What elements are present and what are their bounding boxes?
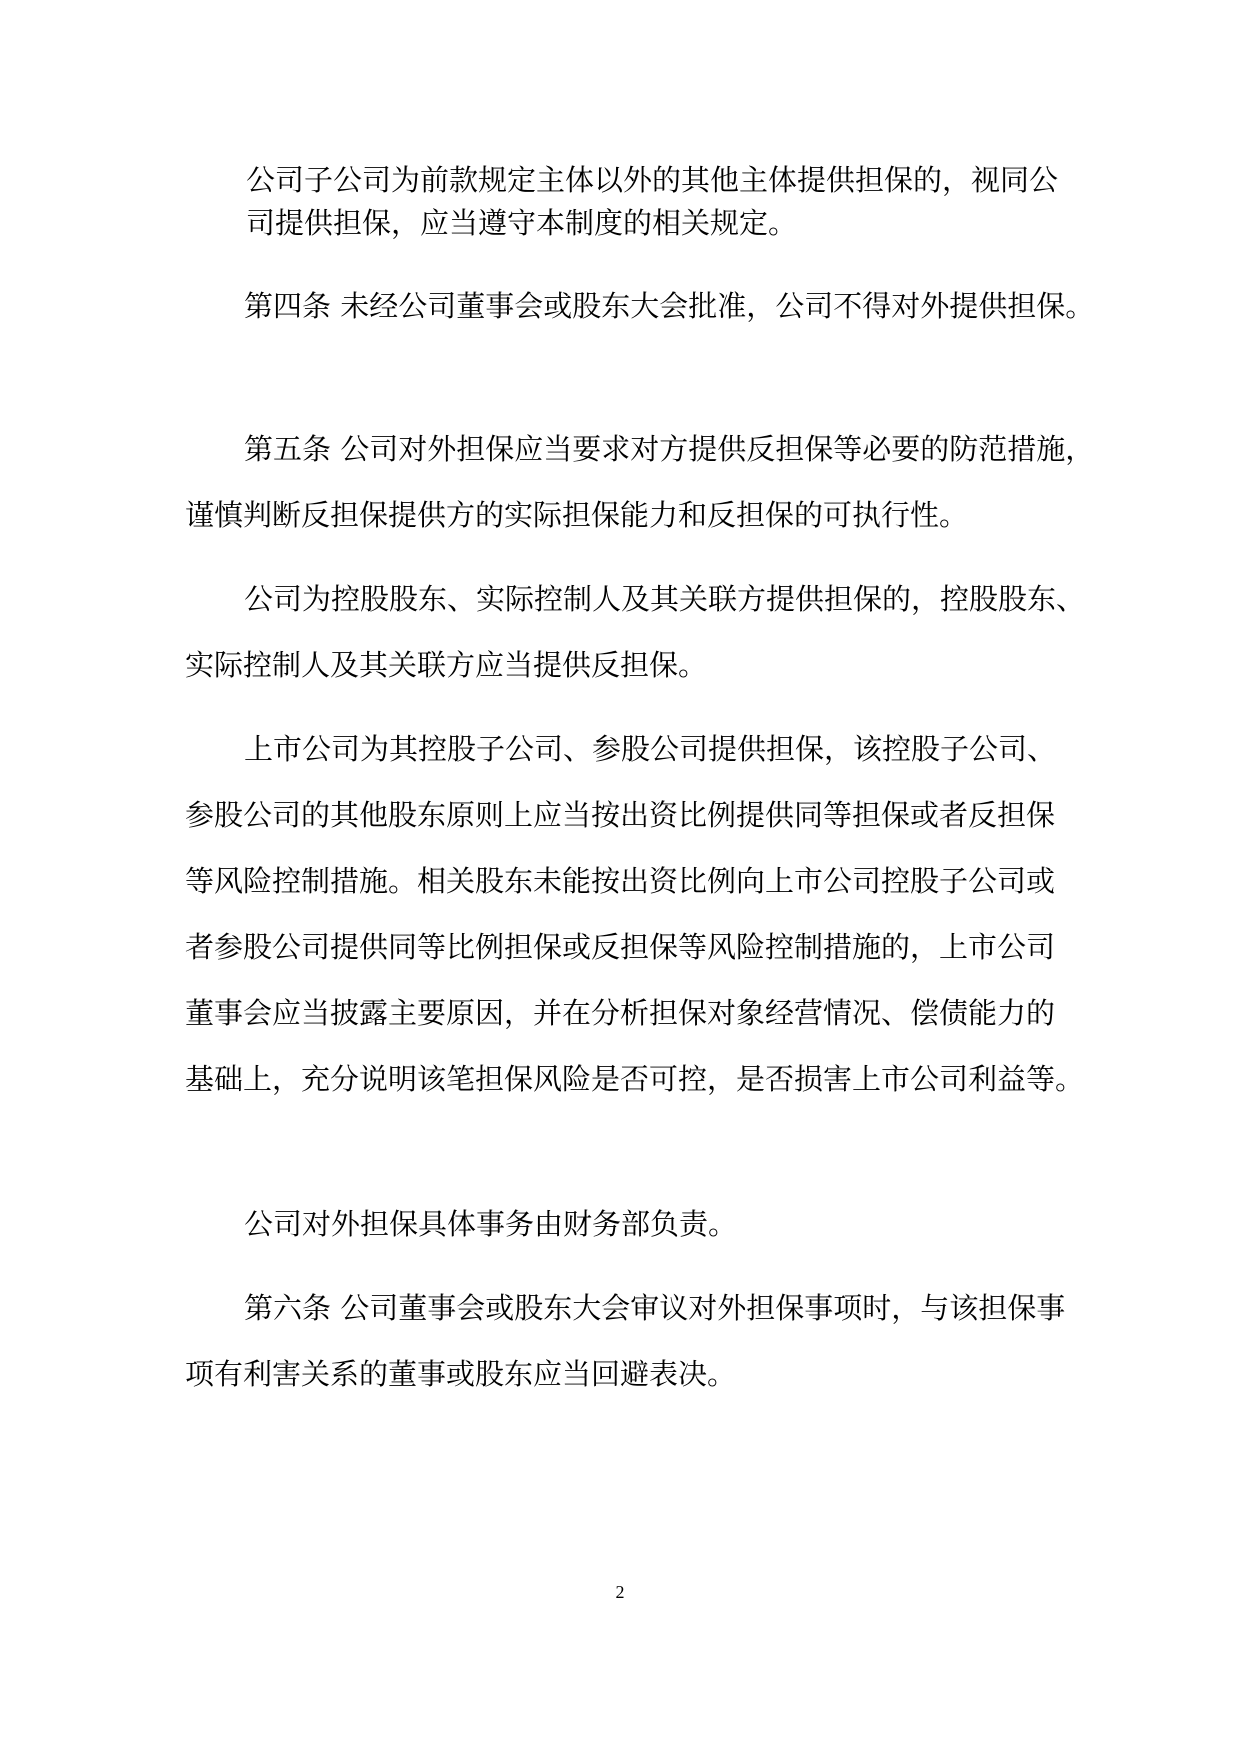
article-4: 第四条 未经公司董事会或股东大会批准，公司不得对外提供担保。 [244,289,1095,323]
paragraph-5-line-6: 基础上，充分说明该笔担保风险是否可控，是否损害上市公司利益等。 [185,1062,1085,1096]
paragraph-1-line-1: 公司子公司为前款规定主体以外的其他主体提供担保的，视同公 [246,163,1059,197]
paragraph-4-line-2: 实际控制人及其关联方应当提供反担保。 [185,648,708,682]
paragraph-6: 公司对外担保具体事务由财务部负责。 [244,1207,738,1241]
article-6-line-2: 项有利害关系的董事或股东应当回避表决。 [185,1357,737,1391]
paragraph-5-line-1: 上市公司为其控股子公司、参股公司提供担保，该控股子公司、 [244,732,1057,766]
article-5-line-1: 第五条 公司对外担保应当要求对方提供反担保等必要的防范措施， [244,432,1095,466]
paragraph-4-line-1: 公司为控股股东、实际控制人及其关联方提供担保的，控股股东、 [244,582,1086,616]
paragraph-5-line-2: 参股公司的其他股东原则上应当按出资比例提供同等担保或者反担保 [185,798,1056,832]
paragraph-1-line-2: 司提供担保，应当遵守本制度的相关规定。 [246,206,798,240]
article-6-line-1: 第六条 公司董事会或股东大会审议对外担保事项时，与该担保事 [244,1291,1066,1325]
paragraph-5-line-5: 董事会应当披露主要原因，并在分析担保对象经营情况、偿债能力的 [185,996,1056,1030]
paragraph-5-line-3: 等风险控制措施。相关股东未能按出资比例向上市公司控股子公司或 [185,864,1056,898]
page-number: 2 [615,1582,625,1602]
paragraph-5-line-4: 者参股公司提供同等比例担保或反担保等风险控制措施的，上市公司 [185,930,1056,964]
article-5-line-2: 谨慎判断反担保提供方的实际担保能力和反担保的可执行性。 [185,498,969,532]
